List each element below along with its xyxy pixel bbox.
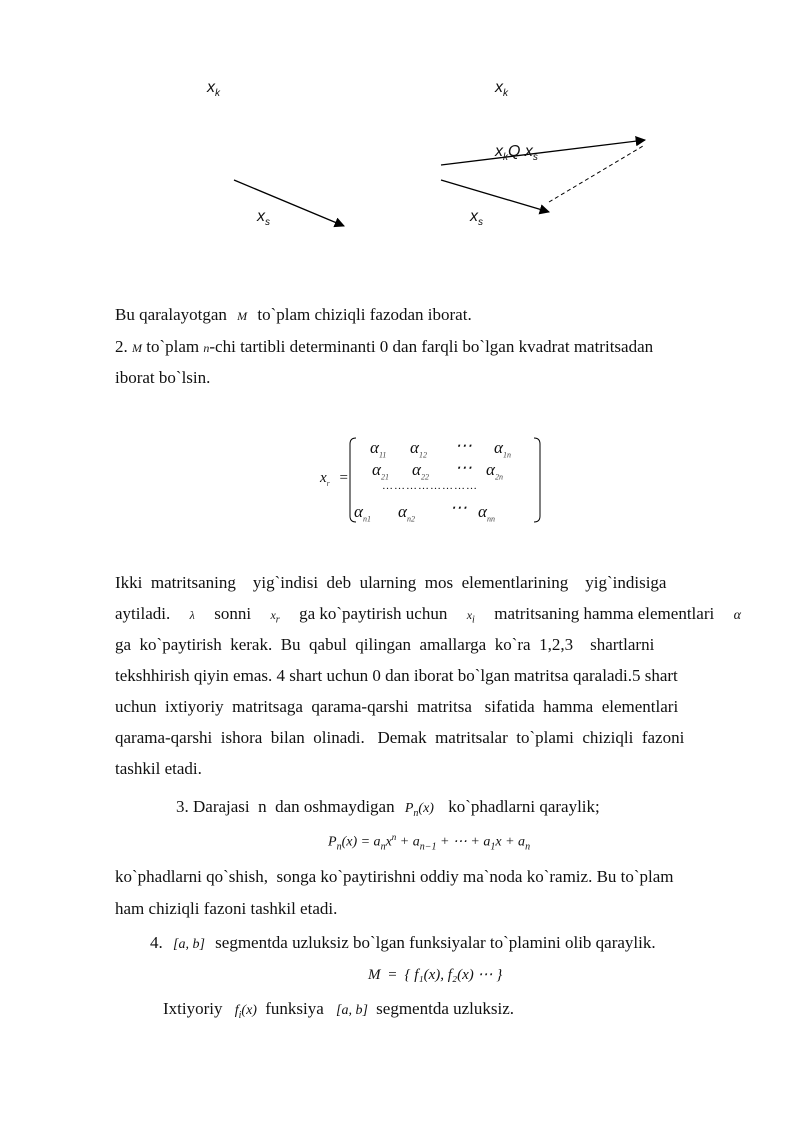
polynomial-formula: $P_n(x) = a_nx^n + a_{n-1}$ + ⋯ + $a_1x + a_n$ (328, 832, 531, 853)
paragraph-4-line-1: 3. Darajasi n dan oshmaydigan $P_n(x)$ ko`phadlarni qaraylik; (176, 797, 600, 819)
matrix-cell-11: $\alpha_{11}$ (370, 438, 387, 460)
paragraph-2-line-2: iborat bo`lsin. (115, 368, 211, 387)
matrix-cell-ndots: ⋯ (450, 498, 467, 517)
paragraph-3-line-6: qarama-qarshi ishora bilan olinadi. Demak matritsalar to`plami chiziqli fazoni (115, 728, 685, 747)
right-label-sum: $x_kQ$ $x_s$ (495, 143, 538, 164)
symbol-m: M (237, 309, 248, 323)
paragraph-3-line-2: aytiladi. λ sonni $x_r$ ga ko`paytirish uchun $x_i$ matritsaning hamma elementlari α (115, 604, 741, 626)
matrix-cell-1n: $\alpha_{1n}$ (494, 438, 511, 460)
paragraph-4-line-2: ko`phadlarni qo`shish, songa ko`paytirishni oddiy ma`noda ko`ramiz. Bu to`plam (115, 867, 674, 886)
matrix-cell-1dots: ⋯ (455, 436, 472, 455)
matrix-cell-22: $\alpha_{22}$ (412, 460, 429, 482)
matrix-cell-nn: $\alpha_{nn}$ (478, 502, 495, 524)
left-vector-xs (234, 180, 344, 229)
matrix-cell-2dots: ⋯ (455, 458, 472, 477)
paragraph-4-line-3: ham chiziqli fazoni tashkil etadi. (115, 899, 338, 918)
right-vector-dashed (549, 146, 643, 202)
paragraph-3-line-4: tekshhirish qiyin emas. 4 shart uchun 0 dan iborat bo`lgan matritsa qaraladi.5 shart (115, 666, 678, 685)
paragraph-3-line-3: ga ko`paytirish kerak. Bu qabul qilingan amallarga ko`ra 1,2,3 shartlarni (115, 635, 655, 654)
right-vector-sum (441, 140, 645, 165)
paragraph-1: Bu qaralayotgan M to`plam chiziqli fazodan iborat. (115, 305, 472, 324)
paragraph-5-line-1: 4. [a, b] segmentda uzluksiz bo`lgan funksiyalar to`plamini olib qaraylik. (150, 933, 656, 952)
paragraph-2-line-1: 2. M to`plam n-chi tartibli determinanti 0 dan farqli bo`lgan kvadrat matritsadan (115, 337, 654, 356)
right-vector-xs (441, 180, 549, 212)
paragraph-3-line-1: Ikki matritsaning yig`indisi deb ularning mos elementlarining yig`indisiga (115, 573, 667, 592)
left-label-xk: $x_k$ (207, 79, 220, 100)
set-formula: M = { f₁(x), f₂(x) ⋯ } (368, 967, 503, 983)
matrix-cell-2n: $\alpha_{2n}$ (486, 460, 503, 482)
matrix-lhs: $x_r$ = (320, 470, 349, 488)
right-label-xk: $x_k$ (495, 79, 508, 100)
paragraph-3-line-7: tashkil etadi. (115, 759, 202, 778)
matrix-cell-21: $\alpha_{21}$ (372, 460, 389, 482)
matrix-cell-n1: $\alpha_{n1}$ (354, 502, 371, 524)
vector-figure (0, 60, 800, 260)
paragraph-3-line-5: uchun ixtiyoriy matritsaga qarama-qarshi matritsa sifatida hamma elementlari (115, 697, 679, 716)
matrix-cell-n2: $\alpha_{n2}$ (398, 502, 415, 524)
right-label-xs: $x_s$ (470, 208, 483, 229)
matrix-xr (316, 436, 546, 524)
paragraph-5-line-2: Ixtiyoriy $f_i(x)$ funksiya [a, b] segmentda uzluksiz. (163, 999, 515, 1021)
matrix-cell-12: $\alpha_{12}$ (410, 438, 427, 460)
matrix-row-dots: …………………… (382, 480, 478, 492)
left-label-xs: $x_s$ (257, 208, 270, 229)
